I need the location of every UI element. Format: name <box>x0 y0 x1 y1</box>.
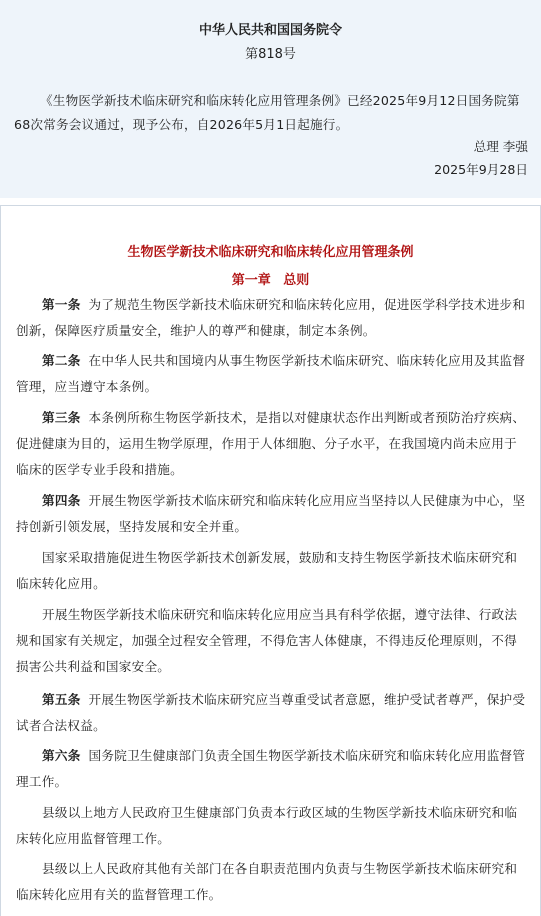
article-paragraph <box>16 405 527 483</box>
article-number: 第二条 <box>42 353 81 368</box>
article-text: 县级以上地方人民政府卫生健康部门负责本行政区域的生物医学新技术临床研究和临床转化应用监督管理工作。 <box>16 805 518 846</box>
order-signatory: 总理 李强 <box>473 139 528 154</box>
regulation-title: 生物医学新技术临床研究和临床转化应用管理条例 <box>127 245 414 260</box>
article-text: 开展生物医学新技术临床研究应当尊重受试者意愿，维护受试者尊严，保护受试者合法权益。 <box>16 692 526 733</box>
article-paragraph <box>16 602 527 680</box>
article-text: 国家采取措施促进生物医学新技术创新发展，鼓励和支持生物医学新技术临床研究和临床转化应用。 <box>16 550 518 591</box>
article-text: 为了规范生物医学新技术临床研究和临床转化应用，促进医学科学技术进步和创新，保障医疗质量安全，维护人的尊严和健康，制定本条例。 <box>16 297 526 338</box>
article-text: 开展生物医学新技术临床研究和临床转化应用应当坚持以人民健康为中心，坚持创新引领发展，坚持发展和安全并重。 <box>16 493 526 534</box>
order-number: 第818号 <box>245 47 296 62</box>
chapter-heading: 第一章 总则 <box>231 273 310 288</box>
article-text: 本条例所称生物医学新技术，是指以对健康状态作出判断或者预防治疗疾病、促进健康为目的，运用生物学原理，作用于人体细胞、分子水平，在我国境内尚未应用于临床的医学专业手段和措施。 <box>16 410 526 477</box>
article-number: 第四条 <box>42 493 81 508</box>
article-number: 第三条 <box>42 410 81 425</box>
article-paragraph <box>16 800 527 852</box>
order-announcement: 《生物医学新技术临床研究和临床转化应用管理条例》已经2025年9月12日国务院第68次常务会议通过，现予公布，自2026年5月1日起施行。 <box>14 93 520 132</box>
article-text: 开展生物医学新技术临床研究和临床转化应用应当具有科学依据，遵守法律、行政法规和国家有关规定，加强全过程安全管理，不得危害人体健康，不得违反伦理原则，不得损害公共利益和国家安全。 <box>16 607 518 674</box>
article-paragraph <box>16 348 527 400</box>
article-text: 县级以上人民政府其他有关部门在各自职责范围内负责与生物医学新技术临床研究和临床转化应用有关的监督管理工作。 <box>16 861 518 902</box>
article-paragraph <box>16 687 527 739</box>
article-number: 第一条 <box>42 297 81 312</box>
article-paragraph <box>16 856 527 908</box>
article-text: 在中华人民共和国境内从事生物医学新技术临床研究、临床转化应用及其监督管理，应当遵守本条例。 <box>16 353 526 394</box>
state-council-order-panel <box>0 0 541 198</box>
order-title: 中华人民共和国国务院令 <box>198 23 342 38</box>
article-number: 第五条 <box>42 692 81 707</box>
article-paragraph <box>16 292 527 344</box>
article-text: 国务院卫生健康部门负责全国生物医学新技术临床研究和临床转化应用监督管理工作。 <box>16 748 526 789</box>
article-paragraph <box>16 488 527 540</box>
article-paragraph <box>16 743 527 795</box>
article-paragraph <box>16 545 527 597</box>
order-date: 2025年9月28日 <box>434 162 528 177</box>
article-number: 第六条 <box>42 748 81 763</box>
